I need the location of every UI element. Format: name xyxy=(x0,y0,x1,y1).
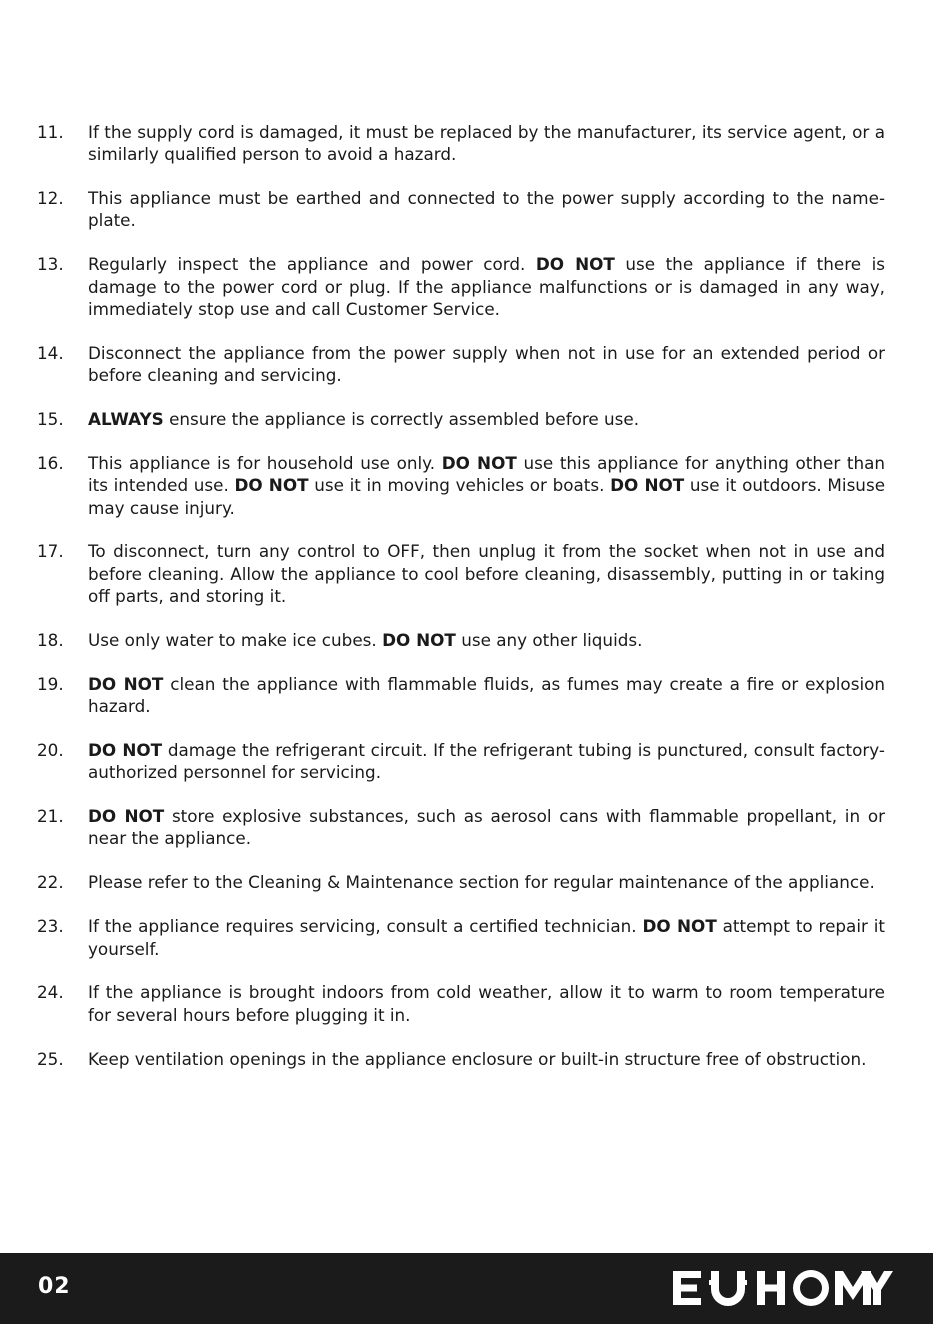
text-segment: Use only water to make ice cubes. xyxy=(88,629,383,650)
text-segment: clean the appliance with flammable fluids, as fumes may create a fire or explosion hazard. xyxy=(88,673,886,717)
list-item xyxy=(37,915,885,960)
text-segment: This appliance is for household use only. xyxy=(88,452,442,473)
item-number: 22. xyxy=(37,872,64,893)
text-segment: damage the refrigerant circuit. If the refrigerant tubing is punctured, consult factory-authorized personnel for servicing. xyxy=(88,739,885,783)
page-footer xyxy=(0,1253,933,1324)
item-number: 21. xyxy=(37,806,64,827)
item-text xyxy=(88,673,885,718)
emphasis-text: DO NOT xyxy=(535,254,615,275)
text-segment: use it outdoors. Misuse may cause injury. xyxy=(88,475,886,518)
emphasis-text: DO NOT xyxy=(88,739,163,760)
text-segment: use this appliance for anything other than its intended use. xyxy=(88,452,886,496)
list-item xyxy=(37,629,885,651)
item-number: 16. xyxy=(37,452,64,473)
item-text xyxy=(88,1048,885,1070)
item-text xyxy=(88,452,885,519)
item-text xyxy=(88,253,885,320)
list-item xyxy=(37,981,885,1026)
text-segment: Regularly inspect the appliance and power cord. xyxy=(88,254,536,275)
text-segment: Disconnect the appliance from the power supply when not in use for an extended period or before cleaning and servicing. xyxy=(88,342,885,386)
item-text xyxy=(88,408,885,430)
text-segment: use it in moving vehicles or boats. xyxy=(308,475,611,496)
emphasis-text: DO NOT xyxy=(382,629,456,650)
list-item xyxy=(37,805,885,850)
text-segment: This appliance must be earthed and connected to the power supply according to the nameplate. xyxy=(88,188,885,231)
emphasis-text: ALWAYS xyxy=(88,409,164,430)
item-text xyxy=(88,540,885,607)
text-segment: attempt to repair it yourself. xyxy=(88,916,885,959)
item-text xyxy=(88,187,885,232)
emphasis-text: DO NOT xyxy=(441,452,517,473)
list-item xyxy=(37,452,885,519)
item-text xyxy=(88,915,885,960)
text-segment: ensure the appliance is correctly assembled before use. xyxy=(163,409,640,430)
list-item xyxy=(37,673,885,718)
item-text xyxy=(88,805,885,850)
emphasis-text: DO NOT xyxy=(234,475,309,496)
emphasis-text: DO NOT xyxy=(642,916,717,937)
list-item xyxy=(37,540,885,607)
page-number: 02 xyxy=(38,1274,71,1299)
text-segment: use any other liquids. xyxy=(455,629,643,650)
item-text xyxy=(88,871,885,893)
item-number: 24. xyxy=(37,982,64,1003)
item-text xyxy=(88,121,885,166)
item-number: 12. xyxy=(37,188,64,209)
emphasis-text: DO NOT xyxy=(88,806,165,827)
item-number: 13. xyxy=(37,254,64,275)
text-segment: use the appliance if there is damage to the power cord or plug. If the appliance malfunctions or is damaged in any way, immediately stop use and call Customer Service. xyxy=(88,254,885,319)
text-segment: Please refer to the Cleaning & Maintenance section for regular maintenance of the appliance. xyxy=(88,872,875,893)
item-text xyxy=(88,342,885,387)
emphasis-text: DO NOT xyxy=(88,673,164,694)
list-item xyxy=(37,871,885,893)
list-item xyxy=(37,342,885,387)
list-item xyxy=(37,253,885,320)
list-item xyxy=(37,1048,885,1070)
item-number: 11. xyxy=(37,122,64,142)
emphasis-text: DO NOT xyxy=(610,475,685,496)
list-item xyxy=(37,408,885,430)
list-item xyxy=(37,121,885,166)
list-item xyxy=(37,739,885,784)
item-number: 23. xyxy=(37,916,64,937)
item-number: 17. xyxy=(37,541,64,562)
list-item xyxy=(37,187,885,232)
text-segment: If the appliance is brought indoors from cold weather, allow it to warm to room temperature for several hours before plugging it in. xyxy=(88,982,885,1025)
text-segment: If the appliance requires servicing, consult a certified technician. xyxy=(88,916,643,937)
item-text xyxy=(88,981,885,1026)
euhomy-logo xyxy=(673,1267,893,1309)
text-segment: store explosive substances, such as aerosol cans with flammable propellant, in or near the appliance. xyxy=(88,806,885,849)
safety-instructions-list xyxy=(37,121,885,1092)
text-segment: If the supply cord is damaged, it must be replaced by the manufacturer, its service agent, or a similarly qualified person to avoid a hazard. xyxy=(88,122,885,165)
item-text xyxy=(88,629,885,651)
item-number: 15. xyxy=(37,409,64,430)
item-text xyxy=(88,739,885,784)
item-number: 18. xyxy=(37,629,64,650)
item-number: 25. xyxy=(37,1048,64,1069)
item-number: 14. xyxy=(37,342,64,363)
item-number: 19. xyxy=(37,673,64,694)
item-number: 20. xyxy=(37,739,64,760)
text-segment: To disconnect, turn any control to OFF, then unplug it from the socket when not in use and before cleaning. Allow the appliance to cool before cleaning, disassembly, putting in or taking off parts, and storing it. xyxy=(88,541,885,607)
text-segment: Keep ventilation openings in the appliance enclosure or built-in structure free of obstruction. xyxy=(88,1048,867,1069)
